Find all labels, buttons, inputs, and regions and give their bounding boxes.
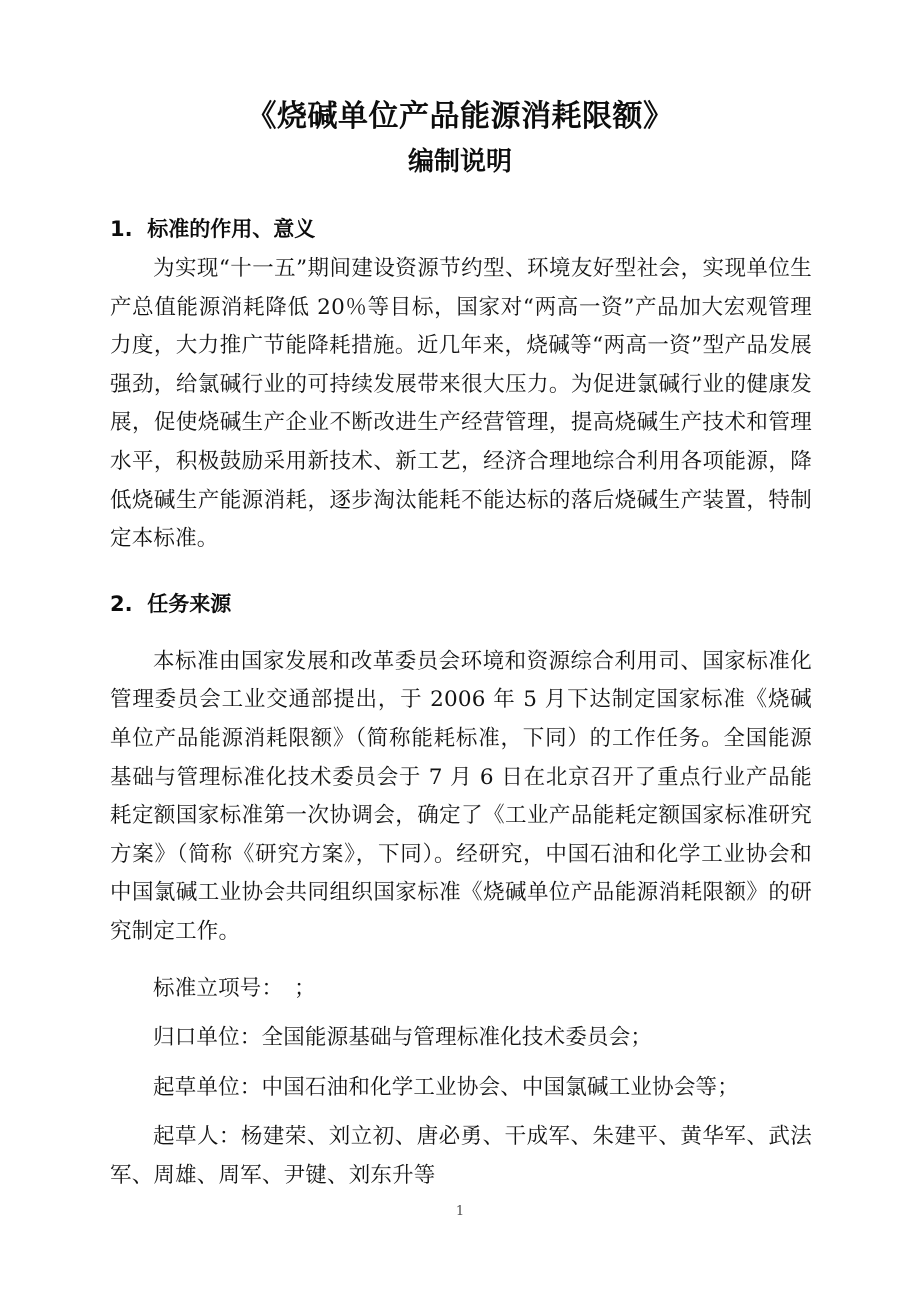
document-subtitle: 编制说明 bbox=[407, 147, 512, 177]
field-row-project-number bbox=[110, 970, 812, 1009]
field-row-administering-body bbox=[110, 1019, 812, 1058]
field-value-drafters: 杨建荣、刘立初、唐必勇、干成军、朱建平、黄华军、武法军、周雄、周军、尹键、刘东升等 bbox=[110, 1124, 812, 1188]
section-title-1: 标准的作用、意义 bbox=[147, 217, 316, 241]
section-heading-2 bbox=[110, 587, 812, 621]
document-body bbox=[110, 212, 812, 1195]
field-row-drafters bbox=[110, 1118, 812, 1195]
document-title-block bbox=[0, 96, 920, 182]
page-number: 1 bbox=[455, 1204, 465, 1219]
section-title-2: 任务来源 bbox=[147, 591, 232, 616]
field-label-drafting-organizations: 起草单位： bbox=[153, 1074, 262, 1100]
section-number-1: 1. bbox=[110, 217, 133, 241]
field-label-drafters: 起草人： bbox=[153, 1124, 241, 1150]
section-1-paragraph-1: 为实现“十一五”期间建设资源节约型、环境友好型社会，实现单位生产总值能源消耗降低 20％等目标，国家对“两高一资”产品加大宏观管理力度，大力推广节能降耗措施。近几年来，烧碱等“两高一资”型产品发展强劲，给氯碱行业的可持续发展带来很大压力。为促进氯碱行业的健康发展，促使烧碱生产企业不断改进生产经营管理，提高烧碱生产技术和管理水平，积极鼓励采用新技术、新工艺，经济合理地综合利用各项能源，降低烧碱生产能源消耗，逐步淘汰能耗不能达标的落后烧碱生产装置，特制定本标准。 bbox=[110, 256, 812, 552]
field-value-drafting-organizations: 中国石油和化学工业协会、中国氯碱工业协会等； bbox=[261, 1074, 739, 1100]
field-value-project-number: ； bbox=[272, 975, 316, 1001]
field-value-administering-body: 全国能源基础与管理标准化技术委员会； bbox=[261, 1025, 653, 1051]
section-heading-1 bbox=[110, 212, 812, 246]
section-number-2: 2. bbox=[110, 591, 133, 616]
field-label-administering-body: 归口单位： bbox=[153, 1025, 262, 1051]
field-label-project-number: 标准立项号： bbox=[153, 975, 273, 1001]
field-row-drafting-organizations bbox=[110, 1069, 812, 1108]
document-title: 《烧碱单位产品能源消耗限额》 bbox=[246, 99, 674, 134]
section-2-paragraph-1: 本标准由国家发展和改革委员会环境和资源综合利用司、国家标准化管理委员会工业交通部提出，于 2006 年 5 月下达制定国家标准《烧碱单位产品能源消耗限额》（简称能耗标准，下同）的工作任务。全国能源基础与管理标准化技术委员会于 7 月 6 日在北京召开了重点行业产品能耗定额国家标准第一次协调会，确定了《工业产品能耗定额国家标准研究方案》（简称《研究方案》，下同）。经研究，中国石油和化学工业协会和中国氯碱工业协会共同组织国家标准《烧碱单位产品能源消耗限额》的研究制定工作。 bbox=[110, 648, 812, 944]
